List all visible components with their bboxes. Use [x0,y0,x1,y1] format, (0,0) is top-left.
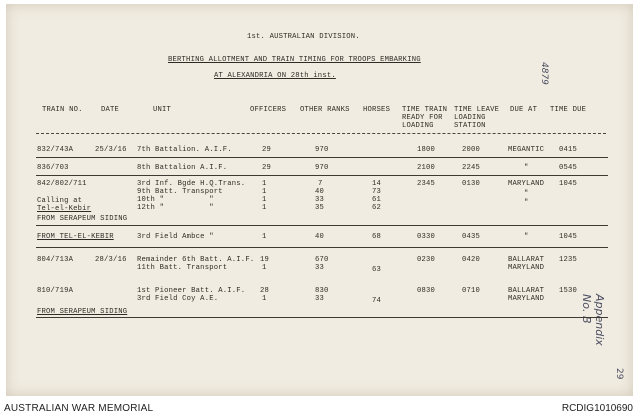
row6-other-ranks-1: 830 [315,287,329,295]
row4-other-ranks: 40 [315,233,325,241]
document-subtitle: AT ALEXANDRIA ON 28th inst. [214,72,336,80]
archive-footer [0,397,639,417]
row1-other-ranks: 970 [315,146,329,154]
row3-other-ranks-2: 40 [315,188,325,196]
row3-officers-4: 1 [262,204,267,212]
row3-from-siding: FROM SERAPEUM SIDING [37,215,128,223]
row4-unit: 3rd Field Ambce " [137,233,214,241]
row5-due-at-2: MARYLAND [508,264,545,272]
header-time-ready-line2: READY FOR [402,114,443,122]
header-officers: OFFICERS [250,106,287,114]
header-due-at: DUE AT [510,106,538,114]
row2-divider [36,175,608,176]
row3-horses-4: 62 [372,204,382,212]
row5-officers-2: 1 [262,264,267,272]
row3-time-due: 1045 [559,180,578,188]
row5-leave-time: 0420 [462,256,481,264]
header-time-ready-line3: LOADING [402,122,434,130]
row2-train-no: 836/703 [37,164,69,172]
row4-officers: 1 [262,233,267,241]
row4-due-at: " [524,233,529,241]
document-title: BERTHING ALLOTMENT AND TRAIN TIMING FOR TROOPS EMBARKING [168,56,421,64]
row3-horses-2: 73 [372,188,382,196]
row3-officers-2: 1 [262,188,267,196]
row3-horses-3: 61 [372,196,382,204]
row4-leave-time: 0435 [462,233,481,241]
header-date: DATE [101,106,120,114]
row2-officers: 29 [262,164,272,172]
row3-due-ditto-2: " [524,199,529,207]
page-number: 29 [614,368,624,380]
division-heading: 1st. AUSTRALIAN DIVISION. [247,33,360,41]
row5-train-no: 804/713A [37,256,74,264]
row3-ready-time: 2345 [417,180,436,188]
document-sheet [6,4,633,396]
row6-from-siding: FROM SERAPEUM SIDING [37,308,128,316]
row6-horses: 74 [372,297,382,305]
row1-divider [36,157,608,158]
row4-divider [36,247,608,248]
row6-due-at-1: BALLARAT [508,287,545,295]
row6-train-no: 810/719A [37,287,74,295]
row3-leave-time: 0130 [462,180,481,188]
table-bottom-rule [36,317,608,318]
row1-ready-time: 1800 [417,146,436,154]
row6-time-due: 1530 [559,287,578,295]
row5-other-ranks-2: 33 [315,264,325,272]
row3-horses-1: 14 [372,180,382,188]
row3-calling-place: Tel-el-Kebir [37,205,92,213]
header-time-due: TIME DUE [550,106,587,114]
pencil-reference-number: 4879 [539,62,549,85]
header-divider [36,133,606,134]
row1-train-no: 832/743A [37,146,74,154]
row6-unit-1: 1st Pioneer Batt. A.I.F. [137,287,246,295]
row5-unit-1: Remainder 6th Batt. A.I.F. [137,256,255,264]
row3-due-at: MARYLAND [508,180,545,188]
row2-unit: 8th Battalion A.I.F. [137,164,228,172]
row5-date: 28/3/16 [95,256,127,264]
row5-time-due: 1235 [559,256,578,264]
row2-time-due: 0545 [559,164,578,172]
row5-due-at-1: BALLARAT [508,256,545,264]
row5-unit-2: 11th Batt. Transport [137,264,228,272]
row5-ready-time: 0230 [417,256,436,264]
row3-unit-4: 12th " " [137,204,214,212]
row3-unit-3: 10th " " [137,196,214,204]
row3-officers-3: 1 [262,196,267,204]
row6-officers-1: 28 [260,287,270,295]
row4-ready-time: 0330 [417,233,436,241]
row6-unit-2: 3rd Field Coy A.E. [137,295,219,303]
row4-horses: 68 [372,233,382,241]
header-unit: UNIT [153,106,172,114]
row2-leave-time: 2245 [462,164,481,172]
row6-other-ranks-2: 33 [315,295,325,303]
header-train-no: TRAIN NO. [42,106,83,114]
row3-unit-2: 9th Batt. Transport [137,188,223,196]
row1-date: 25/3/16 [95,146,127,154]
row5-horses: 63 [372,266,382,274]
header-time-leave-line2: LOADING [454,114,486,122]
archive-name: AUSTRALIAN WAR MEMORIAL [4,403,154,414]
row3-divider [36,225,608,226]
row3-unit-1: 3rd Inf. Bgde H.Q.Trans. [137,180,246,188]
row3-other-ranks-4: 35 [315,204,325,212]
row2-other-ranks: 970 [315,164,329,172]
archive-record-id: RCDIG1010690 [561,403,633,414]
row6-officers-2: 1 [262,295,267,303]
row6-ready-time: 0830 [417,287,436,295]
header-time-ready-line1: TIME TRAIN [402,106,448,114]
row3-train-no: 842/802/711 [37,180,87,188]
row4-from-location: FROM TEL-EL-KEBIR [37,233,114,241]
row3-other-ranks-1: 7 [318,180,323,188]
row5-other-ranks-1: 670 [315,256,329,264]
row1-leave-time: 2000 [462,146,481,154]
header-time-leave-line3: STATION [454,122,486,130]
row1-due-at: MEGANTIC [508,146,545,154]
row6-due-at-2: MARYLAND [508,295,545,303]
appendix-annotation: Appendix No. B [580,294,606,346]
header-other-ranks: OTHER RANKS [300,106,350,114]
row3-due-ditto-1: " [524,190,529,198]
header-horses: HORSES [363,106,391,114]
row6-leave-time: 0710 [462,287,481,295]
row3-officers-1: 1 [262,180,267,188]
row1-unit: 7th Battalion. A.I.F. [137,146,232,154]
header-time-leave-line1: TIME LEAVE [454,106,500,114]
row3-calling-at: Calling at [37,197,83,205]
row4-time-due: 1045 [559,233,578,241]
row5-officers-1: 19 [260,256,270,264]
row3-other-ranks-3: 33 [315,196,325,204]
row1-officers: 29 [262,146,272,154]
row2-due-at: " [524,164,529,172]
row1-time-due: 0415 [559,146,578,154]
row2-ready-time: 2100 [417,164,436,172]
